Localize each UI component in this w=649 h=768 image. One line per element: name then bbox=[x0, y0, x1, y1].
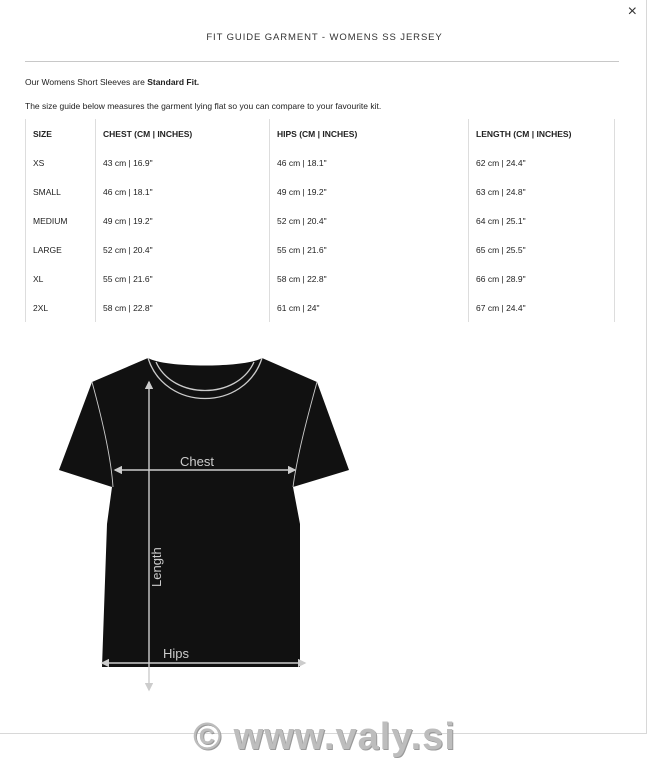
table-row bbox=[26, 293, 615, 322]
header-hips: HIPS (CM | INCHES) bbox=[270, 119, 469, 148]
cell-length: 66 cm | 28.9" bbox=[469, 264, 615, 293]
cell-hips: 52 cm | 20.4" bbox=[270, 206, 469, 235]
cell-size: XS bbox=[26, 148, 96, 177]
size-table bbox=[25, 119, 615, 322]
fit-intro-prefix: Our Womens Short Sleeves are bbox=[25, 77, 148, 87]
close-icon[interactable]: × bbox=[627, 3, 637, 20]
cell-hips: 49 cm | 19.2" bbox=[270, 177, 469, 206]
cell-hips: 58 cm | 22.8" bbox=[270, 264, 469, 293]
cell-hips: 46 cm | 18.1" bbox=[270, 148, 469, 177]
cell-chest: 49 cm | 19.2" bbox=[96, 206, 270, 235]
cell-size: XL bbox=[26, 264, 96, 293]
table-row bbox=[26, 148, 615, 177]
modal-title: FIT GUIDE GARMENT - WOMENS SS JERSEY bbox=[206, 32, 443, 43]
title-divider bbox=[25, 61, 619, 62]
header-chest: CHEST (CM | INCHES) bbox=[96, 119, 270, 148]
cell-size: 2XL bbox=[26, 293, 96, 322]
length-label: Length bbox=[149, 547, 164, 587]
fit-intro bbox=[25, 77, 199, 87]
chest-label: Chest bbox=[180, 454, 214, 469]
watermark: © www.valy.si bbox=[193, 716, 456, 758]
cell-size: MEDIUM bbox=[26, 206, 96, 235]
cell-chest: 46 cm | 18.1" bbox=[96, 177, 270, 206]
cell-chest: 55 cm | 21.6" bbox=[96, 264, 270, 293]
cell-hips: 61 cm | 24" bbox=[270, 293, 469, 322]
cell-size: LARGE bbox=[26, 235, 96, 264]
cell-chest: 58 cm | 22.8" bbox=[96, 293, 270, 322]
cell-length: 62 cm | 24.4" bbox=[469, 148, 615, 177]
tshirt-diagram bbox=[55, 352, 355, 697]
header-length: LENGTH (CM | INCHES) bbox=[469, 119, 615, 148]
cell-chest: 43 cm | 16.9" bbox=[96, 148, 270, 177]
cell-hips: 55 cm | 21.6" bbox=[270, 235, 469, 264]
tshirt-body bbox=[59, 358, 349, 667]
cell-length: 63 cm | 24.8" bbox=[469, 177, 615, 206]
fit-type: Standard Fit. bbox=[147, 77, 200, 87]
cell-length: 64 cm | 25.1" bbox=[469, 206, 615, 235]
table-row bbox=[26, 235, 615, 264]
cell-length: 67 cm | 24.4" bbox=[469, 293, 615, 322]
cell-size: SMALL bbox=[26, 177, 96, 206]
hips-label: Hips bbox=[163, 646, 190, 661]
table-header-row bbox=[26, 119, 615, 148]
cell-length: 65 cm | 25.5" bbox=[469, 235, 615, 264]
cell-chest: 52 cm | 20.4" bbox=[96, 235, 270, 264]
header-size: SIZE bbox=[26, 119, 96, 148]
table-row bbox=[26, 177, 615, 206]
measure-note: The size guide below measures the garment lying flat so you can compare to your favourite kit. bbox=[25, 101, 382, 111]
table-row bbox=[26, 206, 615, 235]
table-row bbox=[26, 264, 615, 293]
